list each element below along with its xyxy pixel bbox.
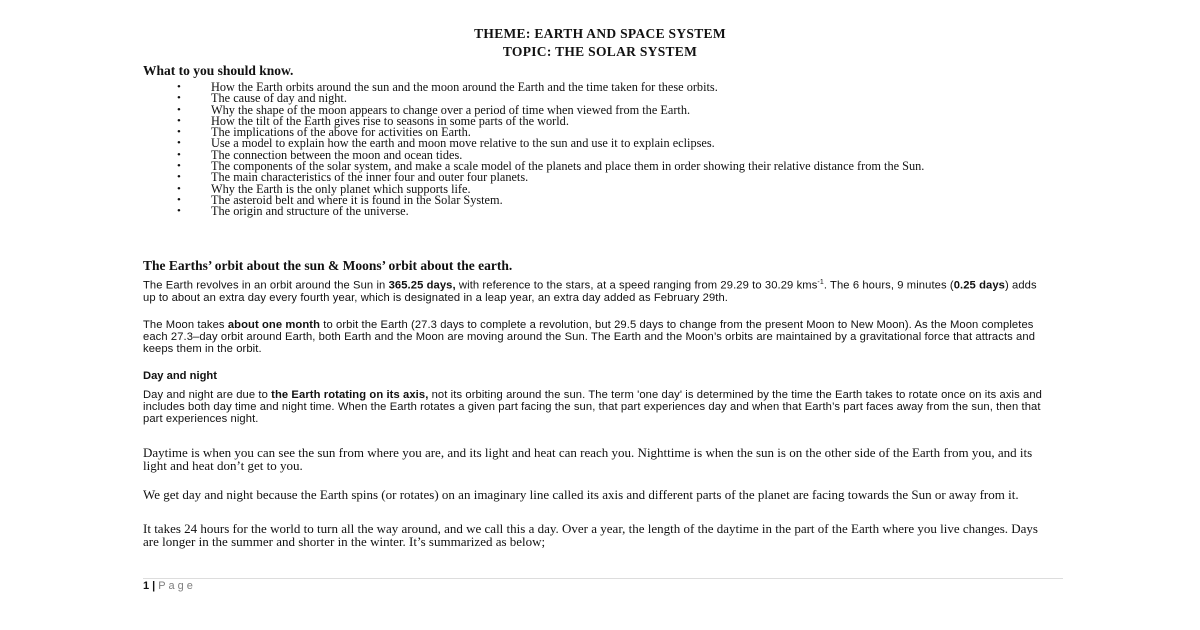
daytime-paragraph: Daytime is when you can see the sun from where you are, and its light and heat can reach you. Nighttime is when the sun is on the other side of the Earth from you, and its light and heat don’t get to you. [143, 445, 1033, 473]
list-item: • The asteroid belt and where it is found in the Solar System. [143, 195, 1063, 206]
day-and-night-heading: Day and night [143, 370, 217, 382]
text-run: Day and night are due to [143, 389, 272, 401]
list-item: • The implications of the above for activities on Earth. [143, 127, 1063, 138]
list-item: • The connection between the moon and ocean tides. [143, 150, 1063, 161]
orbit-section-heading: The Earths’ orbit about the sun & Moons’ orbit about the earth. [143, 258, 513, 273]
text-run: with reference to the stars, at a speed ranging from 29.29 to 30.29 kms [455, 279, 818, 292]
list-item: • The components of the solar system, and make a scale model of the planets and place them in order showing their relative distance from the Sun. [143, 161, 1063, 172]
text-run: not its orbiting around the sun. The term 'one day' is determined by the time the Earth takes to rotate once on its axis and includes both day time and night time. When the Earth rotates a given part facing the sun, that part experiences day and when that Earth’s part faces away from the sun, then that part experiences night. [143, 389, 1042, 426]
text-run: The Moon takes [143, 319, 228, 331]
what-to-know-heading: What to you should know. [143, 63, 294, 78]
bold-run: 365.25 days, [388, 279, 456, 292]
footer-separator: | [152, 580, 156, 592]
topic-title: TOPIC: THE SOLAR SYSTEM [502, 44, 698, 59]
bold-run: 0.25 days [953, 279, 1005, 292]
bold-run: the Earth rotating on its axis, [271, 389, 429, 401]
page-footer [143, 580, 196, 592]
list-item: • The cause of day and night. [143, 93, 1063, 104]
earth-orbit-paragraph [143, 277, 1048, 304]
day-night-paragraph [143, 389, 1048, 426]
text-run: to orbit the Earth (27.3 days to complete a revolution, but 29.5 days to change from the present Moon to New Moon). As the Moon completes each 27.3–day orbit around Earth, both Earth and the Moon are moving around the Sun. The Earth and the Moon’s orbits are maintained by a gravitational force that attracts and keeps them in the orbit. [143, 319, 1036, 356]
footer-divider [143, 578, 1063, 579]
list-item: • How the Earth orbits around the sun and the moon around the Earth and the time taken for these orbits. [143, 82, 1063, 93]
text-run: . The 6 hours, 9 minutes ( [823, 279, 954, 292]
list-item: • Why the Earth is the only planet which supports life. [143, 184, 1063, 195]
learning-objectives-list [143, 82, 1063, 218]
list-item: • Use a model to explain how the earth and moon move relative to the sun and use it to explain eclipses. [143, 138, 1063, 149]
text-run: The Earth revolves in an orbit around the Sun in [143, 279, 389, 292]
earth-spins-paragraph: We get day and night because the Earth spins (or rotates) on an imaginary line called its axis and different parts of the planet are facing towards the Sun or away from it. [143, 487, 1019, 502]
text-run: ) adds up to about an extra day every fourth year, which is designated in a leap year, an extra day added as February 29th. [143, 279, 1037, 304]
superscript-run: -1 [817, 279, 824, 286]
page-number: 1 [143, 580, 150, 592]
bold-run: about one month [227, 319, 321, 331]
theme-title: THEME: EARTH AND SPACE SYSTEM [474, 26, 726, 41]
twenty-four-hours-paragraph: It takes 24 hours for the world to turn all the way around, and we call this a day. Over a year, the length of the daytime in the part of the Earth where you live changes. Days are longer in the summer and shorter in the winter. It’s summarized as below; [143, 521, 1038, 549]
list-item: • How the tilt of the Earth gives rise to seasons in some parts of the world. [143, 116, 1063, 127]
page-label: Page [158, 580, 196, 592]
list-item: • The origin and structure of the universe. [143, 206, 1063, 217]
moon-orbit-paragraph [143, 319, 1048, 356]
list-item: • The main characteristics of the inner four and outer four planets. [143, 172, 1063, 183]
list-item: • Why the shape of the moon appears to change over a period of time when viewed from the Earth. [143, 105, 1063, 116]
